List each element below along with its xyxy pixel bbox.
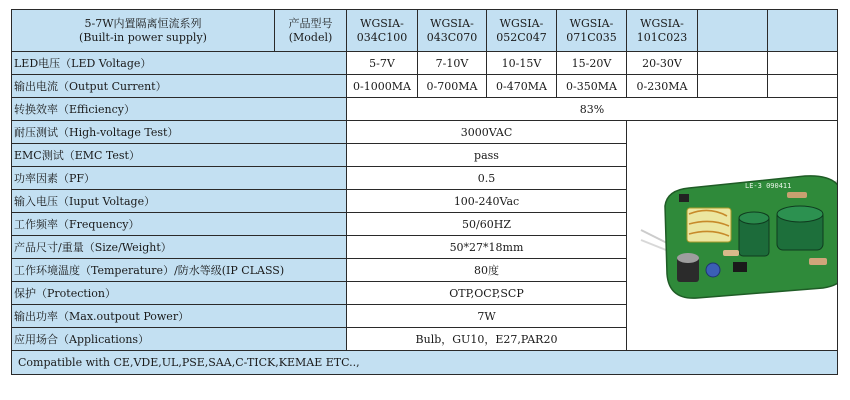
table-title xyxy=(12,10,275,52)
row-value: Bulb，GU10，E27,PAR20 xyxy=(347,328,627,351)
table-row-led-voltage xyxy=(12,52,838,75)
row-label: 输入电压（Iuput Voltage） xyxy=(12,190,347,213)
header-row xyxy=(12,10,838,52)
pcb-board-image xyxy=(627,166,838,306)
model-code-suffix: 043C070 xyxy=(426,30,478,44)
row-label: 保护（Protection） xyxy=(12,282,347,305)
empty-cell xyxy=(768,75,838,98)
model-label-cn: 产品型号 xyxy=(288,16,333,30)
row-value: 15-20V xyxy=(557,52,627,75)
model-code xyxy=(487,10,557,52)
table-title-en: (Built-in power supply) xyxy=(79,30,207,44)
footer-row xyxy=(12,351,838,375)
row-value: pass xyxy=(347,144,627,167)
row-label: 功率因素（PF） xyxy=(12,167,347,190)
row-value: 0-350MA xyxy=(557,75,627,98)
model-code-prefix: WGSIA- xyxy=(360,16,404,30)
row-value: 0.5 xyxy=(347,167,627,190)
product-photo-cell xyxy=(627,121,838,351)
model-code-suffix: 034C100 xyxy=(356,30,408,44)
row-value: 7-10V xyxy=(418,52,487,75)
table-title-cn: 5-7W内置隔离恒流系列 xyxy=(84,16,202,30)
model-label xyxy=(275,10,347,52)
model-code-prefix: WGSIA- xyxy=(640,16,684,30)
row-label: EMC测试（EMC Test） xyxy=(12,144,347,167)
row-value: 50*27*18mm xyxy=(347,236,627,259)
row-value: 80度 xyxy=(347,259,627,282)
row-label: 输出电流（Output Current） xyxy=(12,75,347,98)
model-code-suffix: 071C035 xyxy=(566,30,617,44)
compatibility-note: Compatible with CE,VDE,UL,PSE,SAA,C-TICK,KEMAE ETC.., xyxy=(12,351,838,375)
board-print: LE-3 090411 xyxy=(745,181,792,190)
empty-header-cell xyxy=(698,10,768,52)
row-value: 3000VAC xyxy=(347,121,627,144)
table-row-efficiency xyxy=(12,98,838,121)
row-label: 工作频率（Frequency） xyxy=(12,213,347,236)
row-value: 100-240Vac xyxy=(347,190,627,213)
model-code-suffix: 101C023 xyxy=(636,30,688,44)
table-row-output-current xyxy=(12,75,838,98)
row-value: 0-1000MA xyxy=(347,75,418,98)
table-row-hv-test xyxy=(12,121,838,144)
row-value: 0-700MA xyxy=(418,75,487,98)
row-label: 输出功率（Max.outpout Power） xyxy=(12,305,347,328)
row-label: 耐压测试（High-voltage Test） xyxy=(12,121,347,144)
empty-cell xyxy=(698,75,768,98)
model-code-prefix: WGSIA- xyxy=(430,16,474,30)
row-value: 7W xyxy=(347,305,627,328)
empty-cell xyxy=(698,52,768,75)
model-code-prefix: WGSIA- xyxy=(499,16,544,30)
empty-cell xyxy=(768,52,838,75)
model-code xyxy=(347,10,418,52)
model-code xyxy=(557,10,627,52)
spec-table xyxy=(11,9,838,375)
row-value: 0-470MA xyxy=(487,75,557,98)
row-value: 0-230MA xyxy=(627,75,698,98)
model-code xyxy=(627,10,698,52)
model-code-suffix: 052C047 xyxy=(496,30,547,44)
row-value: 10-15V xyxy=(487,52,557,75)
empty-header-cell xyxy=(768,10,838,52)
row-label: 产品尺寸/重量（Size/Weight） xyxy=(12,236,347,259)
row-value: 50/60HZ xyxy=(347,213,627,236)
row-label: 转换效率（Efficiency） xyxy=(12,98,347,121)
row-value: OTP,OCP,SCP xyxy=(347,282,627,305)
row-label: LED电压（LED Voltage） xyxy=(12,52,347,75)
model-code xyxy=(418,10,487,52)
row-label: 工作环境温度（Temperature）/防水等级(IP CLASS) xyxy=(12,259,347,282)
model-code-prefix: WGSIA- xyxy=(569,16,614,30)
model-label-en: (Model) xyxy=(288,30,333,44)
row-value: 83% xyxy=(347,98,838,121)
row-value: 20-30V xyxy=(627,52,698,75)
row-label: 应用场合（Applications） xyxy=(12,328,347,351)
row-value: 5-7V xyxy=(347,52,418,75)
